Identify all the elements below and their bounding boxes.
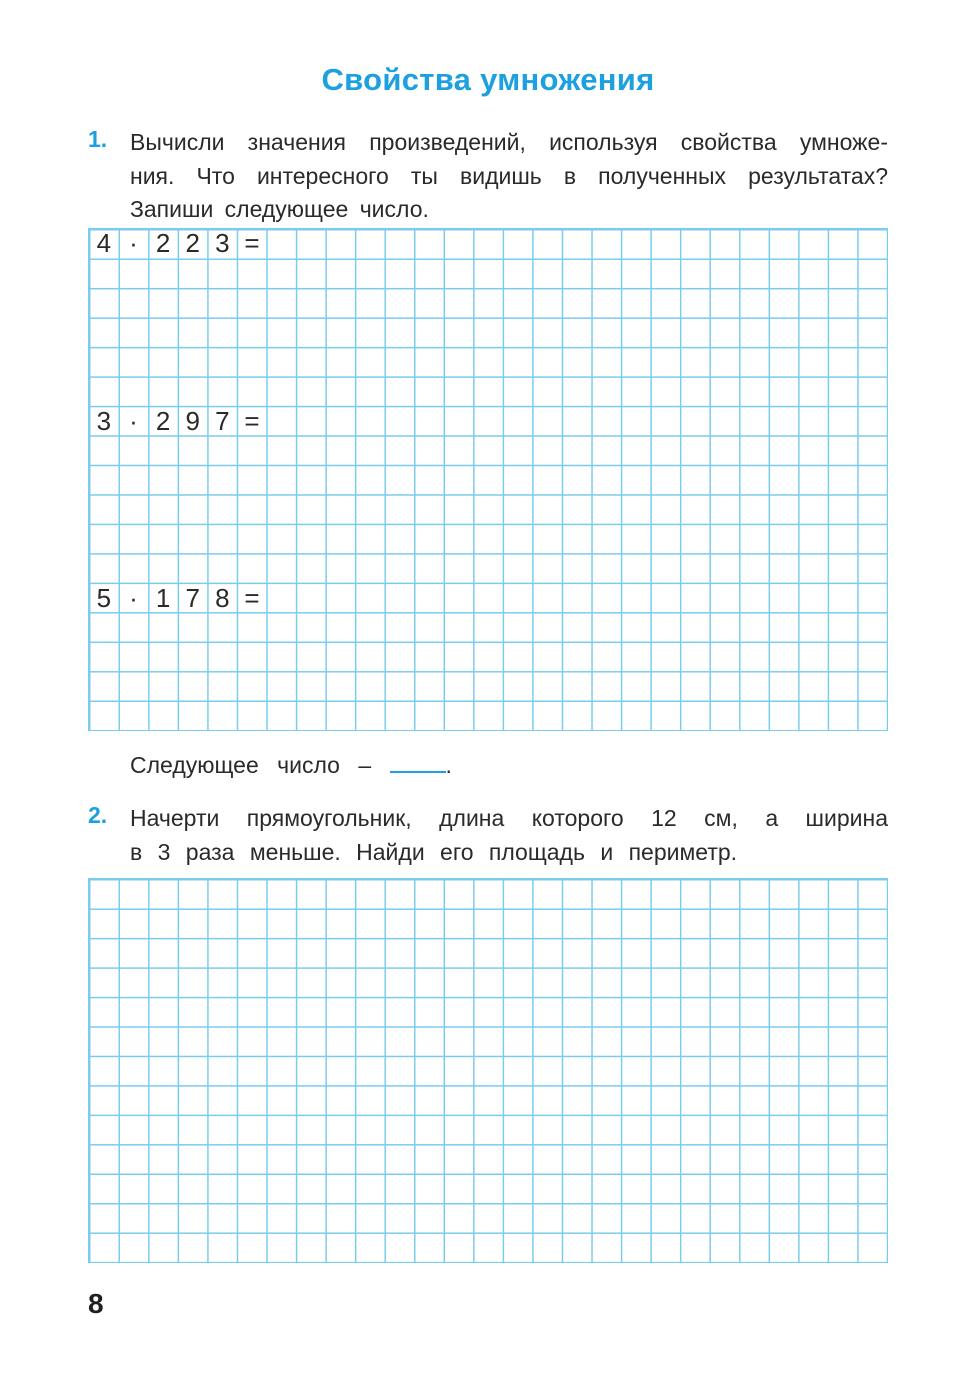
grid-cell-char: 7 xyxy=(185,583,200,614)
grid-cell-char: 9 xyxy=(185,405,200,436)
answer-grid-1[interactable] xyxy=(88,228,888,731)
exercise-2-line-2: в 3 раза меньше. Найди его площадь и периметр. xyxy=(130,838,738,865)
exercise-2 xyxy=(88,802,888,869)
following-number-period: . xyxy=(445,752,452,778)
exercise-1-number: 1. xyxy=(88,126,108,152)
grid-cell-char: 5 xyxy=(96,583,112,614)
answer-grid-2[interactable] xyxy=(88,878,888,1263)
grid-cell-char: 2 xyxy=(155,228,171,259)
grid-cell-char: 7 xyxy=(215,405,230,436)
exercise-2-number: 2. xyxy=(88,802,108,828)
grid-cell-char: · xyxy=(129,405,138,436)
grid-cell-char: · xyxy=(129,583,138,614)
following-number-blank[interactable] xyxy=(390,753,446,773)
exercise-1-line-3: Запиши следующее число. xyxy=(130,196,429,222)
grid-cell-char: 1 xyxy=(155,583,171,614)
following-number-dash: – xyxy=(358,752,372,778)
exercise-1-text xyxy=(130,126,888,227)
grid-cell-char: 3 xyxy=(215,228,230,259)
grid-cell-char: 4 xyxy=(96,228,112,259)
page-title: Свойства умножения xyxy=(321,62,655,97)
grid-cell-char: 2 xyxy=(185,228,200,259)
exercise-1 xyxy=(88,126,888,227)
exercise-1-line-2: ния. Что интересного ты видишь в полученных результатах? xyxy=(130,162,888,189)
following-number-line xyxy=(130,752,452,779)
grid-cell-char: · xyxy=(129,228,138,259)
grid-cell-char: = xyxy=(244,228,260,259)
page-content xyxy=(88,0,888,1388)
grid-cell-char: 3 xyxy=(96,405,112,436)
following-number-label: Следующее число xyxy=(130,752,340,778)
exercise-2-line-1: Начерти прямоугольник, длина которого 12 см, а ширина xyxy=(130,805,888,831)
grid-cell-char: = xyxy=(244,583,260,614)
grid-cell-char: 8 xyxy=(215,583,230,614)
grid-cell-char: = xyxy=(244,405,260,436)
page-number: 8 xyxy=(88,1288,104,1319)
grid-cell-char: 2 xyxy=(155,405,171,436)
exercise-1-line-1: Вычисли значения произведений, используя свойства умноже- xyxy=(130,129,888,155)
exercise-2-text xyxy=(130,802,888,869)
